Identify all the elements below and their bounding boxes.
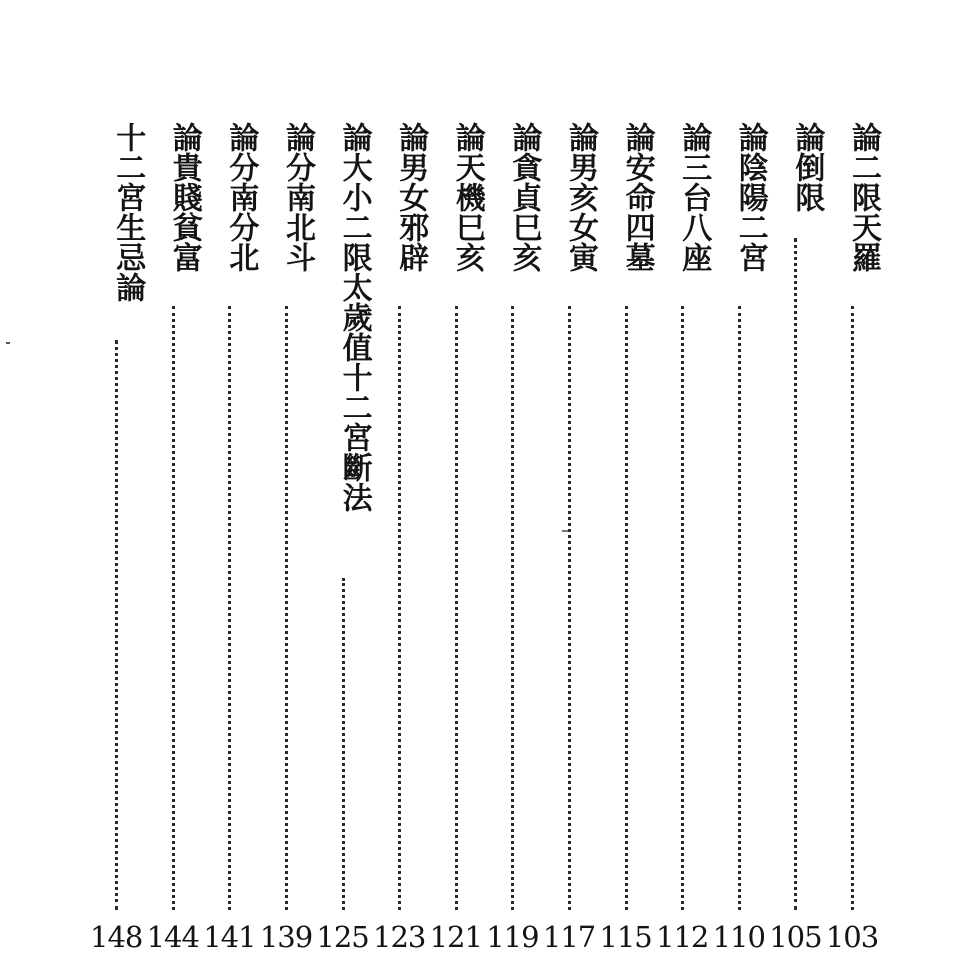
toc-entry[interactable] xyxy=(428,0,484,960)
toc-entry[interactable] xyxy=(654,0,710,960)
toc-entry[interactable] xyxy=(88,0,144,960)
dot-leader xyxy=(285,306,288,910)
toc-entry[interactable] xyxy=(201,0,257,960)
toc-entry-title: 論分南分北 xyxy=(223,122,259,272)
toc-entry-title: 論倒限 xyxy=(789,122,825,212)
toc-entry[interactable] xyxy=(371,0,427,960)
dot-leader xyxy=(794,238,797,910)
toc-entry-page-number: 110 xyxy=(712,920,765,954)
toc-entry-page-number: 115 xyxy=(599,920,652,954)
dot-leader xyxy=(115,340,118,910)
dot-leader xyxy=(568,306,571,910)
dot-leader xyxy=(625,306,628,910)
dot-leader xyxy=(511,306,514,910)
toc-entry-title: 論貴賤貧富 xyxy=(166,122,202,272)
toc-entry[interactable] xyxy=(598,0,654,960)
dot-leader xyxy=(681,306,684,910)
toc-entry-title: 論二限天羅 xyxy=(846,122,881,272)
toc-entry-page-number: 139 xyxy=(259,920,313,954)
toc-entry-title: 十二宮生忌論 xyxy=(110,122,146,302)
toc-entry-page-number: 121 xyxy=(429,920,482,954)
toc-entry-page-number: 105 xyxy=(769,920,822,954)
toc-entry-title: 論安命四墓 xyxy=(619,122,655,272)
toc-entry[interactable] xyxy=(824,0,880,960)
scan-speck xyxy=(6,342,10,344)
scan-speck xyxy=(562,530,568,532)
dot-leader xyxy=(738,306,741,910)
toc-entry[interactable] xyxy=(145,0,201,960)
toc-entry-page-number: 144 xyxy=(146,920,199,954)
toc-entry-page-number: 123 xyxy=(373,920,426,954)
toc-entry-title: 論陰陽二宮 xyxy=(732,122,768,272)
toc-entry[interactable] xyxy=(541,0,597,960)
toc-entry-page-number: 119 xyxy=(486,920,539,954)
dot-leader xyxy=(455,306,458,910)
dot-leader xyxy=(342,578,345,910)
dot-leader xyxy=(172,306,175,910)
toc-entry-title: 論天機巳亥 xyxy=(449,122,485,272)
toc-entry-title: 論貪貞巳亥 xyxy=(506,122,542,272)
toc-entry-page-number: 141 xyxy=(203,920,256,954)
dot-leader xyxy=(398,306,401,910)
toc-entry[interactable] xyxy=(484,0,540,960)
toc-entry[interactable] xyxy=(258,0,314,960)
toc-entry-title: 論男女邪辟 xyxy=(393,122,429,272)
toc-entry[interactable] xyxy=(711,0,767,960)
toc-entry-title: 論大小二限太歲值十二宮斷法 xyxy=(336,122,372,512)
toc-entry-page-number: 148 xyxy=(90,920,143,954)
toc-entry-page-number: 117 xyxy=(542,920,596,954)
toc-entry-title: 論男亥女寅 xyxy=(563,122,598,272)
toc-entry-page-number: 103 xyxy=(825,920,879,954)
dot-leader xyxy=(228,306,231,910)
toc-entry-page-number: 125 xyxy=(316,920,369,954)
toc-entry-title: 論分南北斗 xyxy=(280,122,315,272)
toc-entry-page-number: 112 xyxy=(656,920,709,954)
toc-entry-title: 論三台八座 xyxy=(676,122,712,272)
toc-entry[interactable] xyxy=(315,0,371,960)
toc-entry[interactable] xyxy=(767,0,823,960)
dot-leader xyxy=(851,306,854,910)
